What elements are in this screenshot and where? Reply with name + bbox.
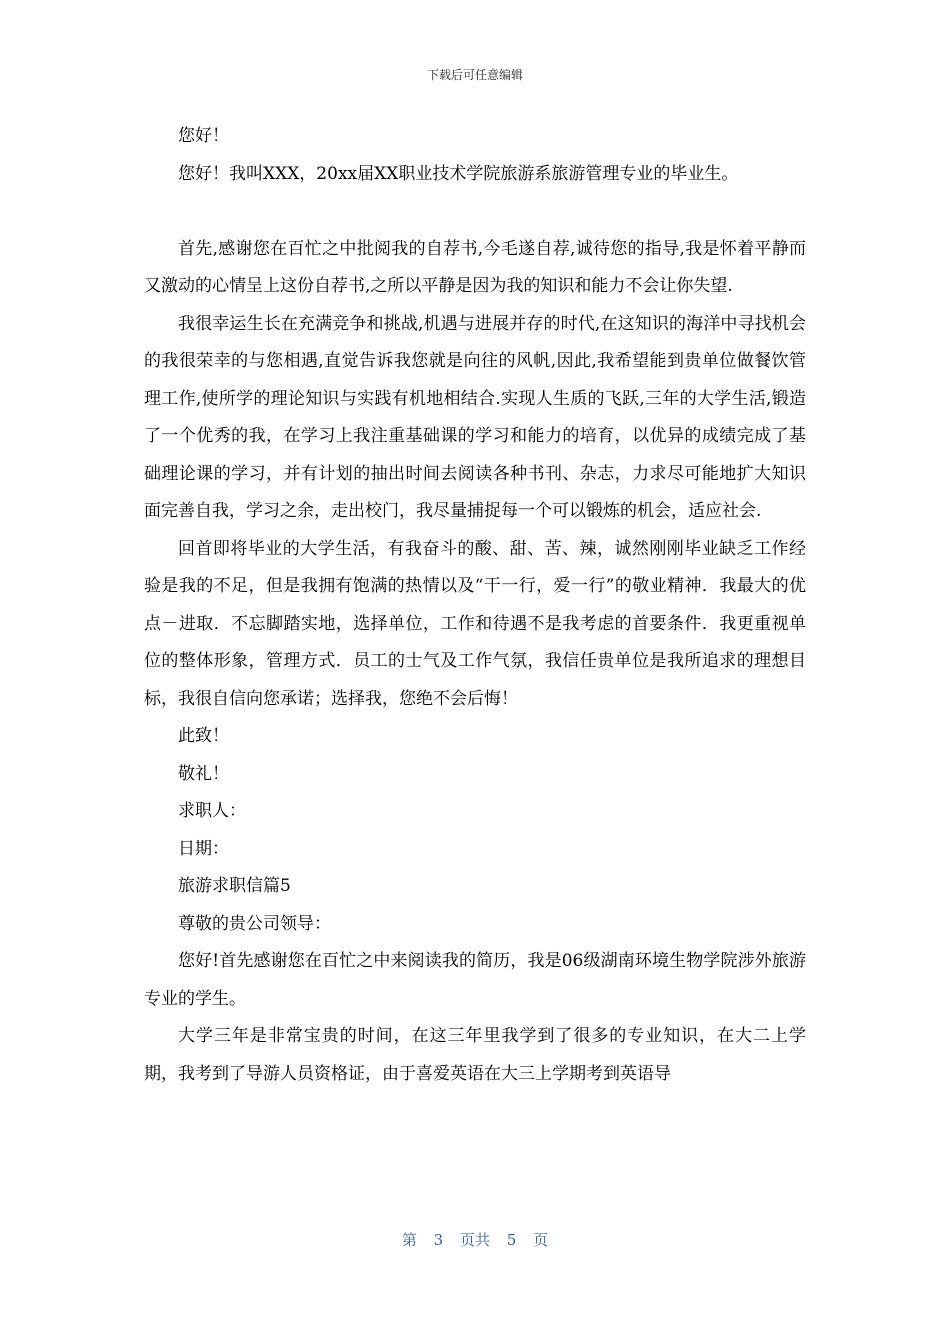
closing-salute: 此致！ — [178, 726, 229, 746]
page-footer: 第 3 页共 5 页 — [401, 1231, 549, 1249]
paragraph-intro-2: 您好!首先感谢您在百忙之中来阅读我的简历，我是06级湖南环境生物学院涉外旅游专业的学生。 — [144, 951, 806, 1009]
greeting-1: 您好！ — [178, 126, 229, 146]
applicant-label: 求职人： — [178, 801, 246, 821]
document-body — [144, 118, 806, 1093]
letter-title: 旅游求职信篇5 — [178, 876, 291, 896]
closing-regards: 敬礼！ — [178, 763, 229, 784]
date-label: 日期： — [178, 838, 229, 859]
paragraph-college: 大学三年是非常宝贵的时间，在这三年里我学到了很多的专业知识，在大二上学期，我考到了导游人员资格证，由于喜爱英语在大三上学期考到英语导 — [144, 1026, 806, 1084]
page-header: 下载后可任意编辑 — [426, 68, 523, 82]
blank-line — [144, 193, 806, 231]
salutation: 尊敬的贵公司领导： — [178, 913, 331, 934]
paragraph-background: 我很幸运生长在充满竞争和挑战,机遇与进展并存的时代,在这知识的海洋中寻找机会的我很荣幸的与您相遇,直觉告诉我您就是向往的风帆,因此,我希望能到贵单位做餐饮管理工作,使所学的理论知识与实践有机地相结合.实现人生质的飞跃,三年的大学生活,锻造了一个优秀的我，在学习上我注重基础课的学习和能力的培育，以优异的成绩完成了基础理论课的学习，并有计划的抽出时间去阅读各种书刊、杂志，力求尽可能地扩大知识面完善自我，学习之余，走出校门，我尽量捕捉每一个可以锻炼的机会，适应社会. — [144, 313, 806, 521]
paragraph-reflection: 回首即将毕业的大学生活，有我奋斗的酸、甜、苦、辣，诚然刚刚毕业缺乏工作经验是我的不足，但是我拥有饱满的热情以及“干一行，爱一行”的敬业精神．我最大的优点－进取．不忘脚踏实地，选择单位，工作和待遇不是我考虑的首要条件．我更重视单位的整体形象，管理方式．员工的士气及工作气氛，我信任贵单位是我所追求的理想目标，我很自信向您承诺；选择我，您绝不会后悔！ — [144, 538, 806, 709]
introduction: 您好！我叫XXX，20xx届XX职业技术学院旅游系旅游管理专业的毕业生。 — [178, 163, 739, 184]
paragraph-thanks: 首先,感谢您在百忙之中批阅我的自荐书,今毛遂自荐,诚待您的指导,我是怀着平静而又激动的心情呈上这份自荐书,之所以平静是因为我的知识和能力不会让你失望. — [144, 238, 806, 296]
